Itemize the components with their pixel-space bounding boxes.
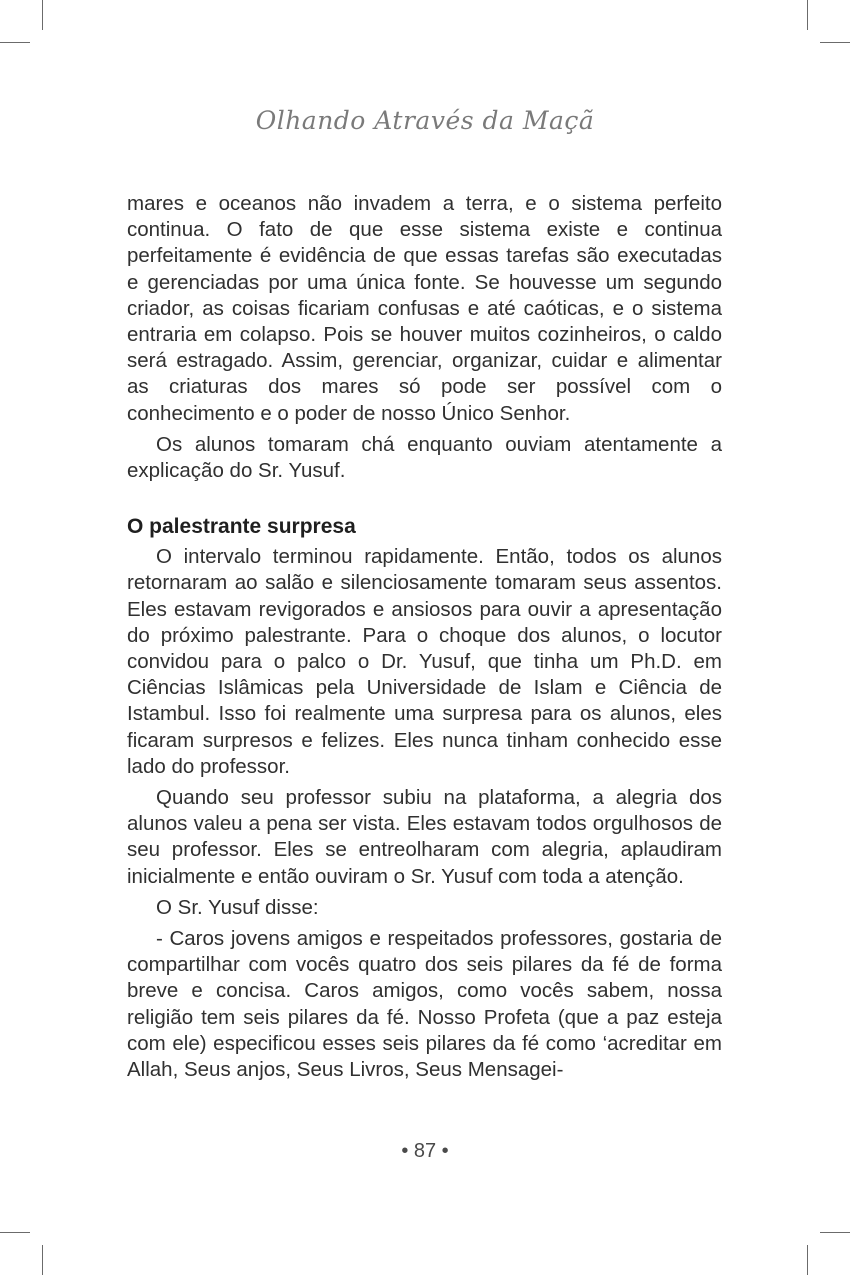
paragraph: O Sr. Yusuf disse: (156, 895, 319, 919)
crop-mark-bottom-left-horizontal (0, 1232, 30, 1233)
crop-mark-top-right-horizontal (820, 42, 850, 43)
running-header: Olhando Através da Maçã (255, 106, 595, 135)
crop-mark-bottom-left-vertical (42, 1245, 43, 1275)
page-number: • 87 • (401, 1140, 449, 1162)
page-body (127, 191, 722, 1088)
paragraph: - Caros jovens amigos e respeitados professores, gostaria de compartilhar com vocês quatro dos seis pilares da fé de forma breve e concisa. Caros amigos, como vocês sabem, nossa religião tem seis pilares da fé. Nosso Profeta (que a paz esteja com ele) especificou esses seis pilares da fé como ‘acreditar em Allah, Seus anjos, Seus Livros, Seus Mensagei- (127, 927, 722, 1082)
paragraph: Quando seu professor subiu na plataforma, a alegria dos alunos valeu a pena ser vista. Eles estavam todos orgulhosos de seu professor. Eles se entreolharam com alegria, aplaudiram inicialmente e então ouviram o Sr. Yusuf com toda a atenção. (127, 786, 722, 888)
paragraph: Os alunos tomaram chá enquanto ouviam atentamente a explicação do Sr. Yusuf. (127, 432, 722, 483)
paragraph: O intervalo terminou rapidamente. Então, todos os alunos retornaram ao salão e silenciosamente tomaram seus assentos. Eles estavam revigorados e ansiosos para ouvir a apresentação do próximo palestrante. Para o choque dos alunos, o locutor convidou para o palco o Dr. Yusuf, que tinha um Ph.D. em Ciências Islâmicas pela Universidade de Islam e Ciência de Istambul. Isso foi realmente uma surpresa para os alunos, eles ficaram surpresos e felizes. Eles nunca tinham conhecido esse lado do professor. (127, 545, 722, 778)
paragraph-continuation: mares e oceanos não invadem a terra, e o sistema perfeito continua. O fato de que esse sistema existe e continua perfeitamente é evidência de que essas tarefas são executadas e gerenciadas por uma única fonte. Se houvesse um segundo criador, as coisas ficariam confusas e até caóticas, e o sistema entraria em colapso. Pois se houver muitos cozinheiros, o caldo será estragado. Assim, gerenciar, organizar, cuidar e alimentar as criaturas dos mares só pode ser possível com o conhecimento e o poder de nosso Único Senhor. (127, 192, 722, 425)
crop-mark-top-left-vertical (42, 0, 43, 30)
crop-mark-top-left-horizontal (0, 42, 30, 43)
crop-mark-bottom-right-horizontal (820, 1232, 850, 1233)
crop-mark-bottom-right-vertical (807, 1245, 808, 1275)
crop-mark-top-right-vertical (807, 0, 808, 30)
section-heading: O palestrante surpresa (127, 515, 356, 539)
